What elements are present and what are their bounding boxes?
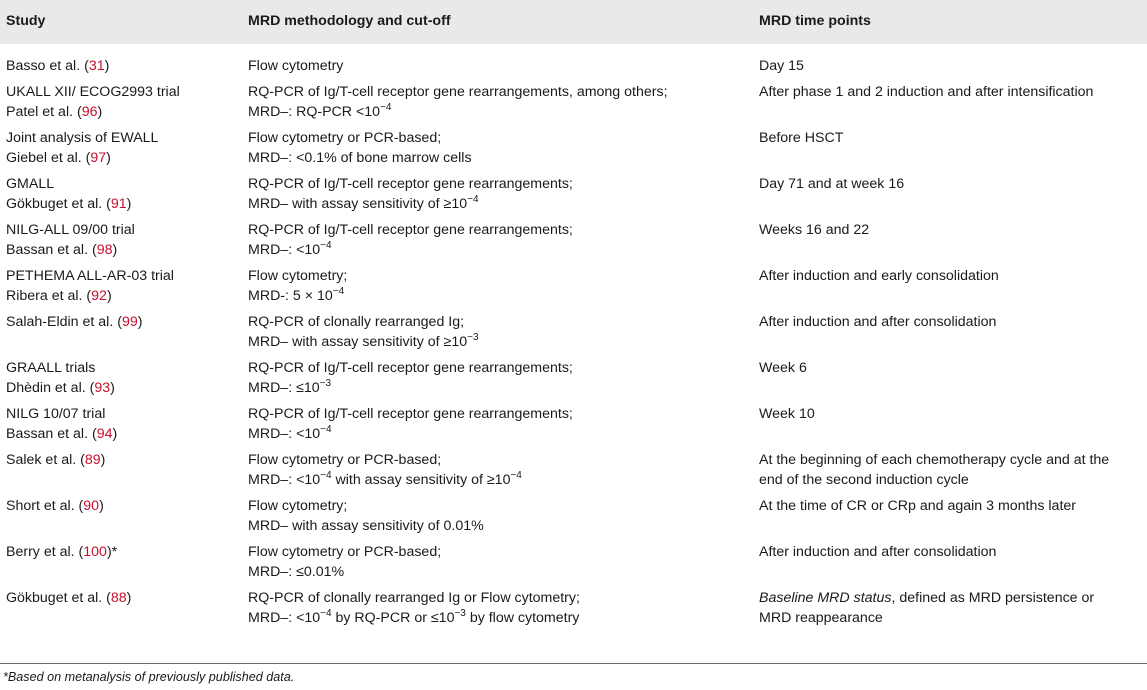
timepoint-cell: Weeks 16 and 22 [759, 222, 870, 238]
table-row [0, 450, 1147, 496]
table-row [0, 358, 1147, 404]
reference-link[interactable]: 93 [94, 380, 111, 396]
study-cell: PETHEMA ALL-AR-03 trial Ribera et al. (92) [6, 268, 174, 304]
method-cell: Flow cytometry or PCR-based; MRD–: ≤0.01% [248, 544, 442, 580]
timepoint-cell: After induction and early consolidation [759, 268, 999, 284]
study-cell: GRAALL trials Dhèdin et al. (93) [6, 360, 115, 396]
study-cell: Berry et al. (100)* [6, 544, 118, 560]
method-cell: RQ-PCR of Ig/T-cell receptor gene rearrangements; MRD– with assay sensitivity of $\ge 10^{-4}$ [248, 176, 573, 212]
method-cell: RQ-PCR of clonally rearranged Ig; MRD– with assay sensitivity of $\ge 10^{-3}$ [248, 314, 479, 350]
table-row [0, 82, 1147, 128]
table-row [0, 404, 1147, 450]
study-cell: Salek et al. (89) [6, 452, 106, 468]
study-cell: Salah-Eldin et al. (99) [6, 314, 143, 330]
study-cell: UKALL XII/ ECOG2993 trial Patel et al. (96) [6, 84, 180, 120]
timepoint-cell: Before HSCT [759, 130, 844, 146]
reference-link[interactable]: 94 [96, 426, 113, 442]
table-row [0, 128, 1147, 174]
table-footnote: *Based on metanalysis of previously published data. [3, 670, 295, 684]
table-row [0, 174, 1147, 220]
method-cell: RQ-PCR of Ig/T-cell receptor gene rearrangements; MRD–: $\le 10^{-3}$ [248, 360, 573, 396]
reference-link[interactable]: 91 [110, 196, 127, 212]
study-cell: NILG-ALL 09/00 trial Bassan et al. (98) [6, 222, 135, 258]
timepoint-cell: After phase 1 and 2 induction and after intensification [759, 84, 1094, 100]
timepoint-cell: Week 6 [759, 360, 807, 376]
method-cell: Flow cytometry or PCR-based; MRD–: $<10^{-4}$ with assay sensitivity of $\ge 10^{-4}$ [248, 452, 522, 488]
study-cell: NILG 10/07 trial Bassan et al. (94) [6, 406, 118, 442]
timepoint-cell: At the beginning of each chemotherapy cycle and at the end of the second induction cycle [759, 452, 1110, 488]
timepoint-cell: Day 71 and at week 16 [759, 176, 905, 192]
reference-link[interactable]: 89 [84, 452, 101, 468]
table-row [0, 266, 1147, 312]
study-cell: Basso et al. (31) [6, 58, 110, 74]
method-cell: Flow cytometry or PCR-based; MRD–: <0.1% of bone marrow cells [248, 130, 472, 166]
table-row [0, 496, 1147, 542]
reference-link[interactable]: 96 [81, 104, 98, 120]
table-row [0, 220, 1147, 266]
table-row [0, 44, 1147, 82]
reference-link[interactable]: 100 [83, 544, 107, 560]
bottom-rule [0, 663, 1147, 664]
study-cell: Joint analysis of EWALL Giebel et al. (97) [6, 130, 159, 166]
study-cell: Gökbuget et al. (88) [6, 590, 132, 606]
timepoint-cell: At the time of CR or CRp and again 3 months later [759, 498, 1077, 514]
reference-link[interactable]: 98 [96, 242, 113, 258]
table-row [0, 312, 1147, 358]
header-methodology: MRD methodology and cut-off [248, 0, 759, 44]
timepoint-cell: Week 10 [759, 406, 815, 422]
header-timepoints: MRD time points [759, 0, 1147, 44]
study-cell: GMALL Gökbuget et al. (91) [6, 176, 132, 212]
reference-link[interactable]: 88 [110, 590, 127, 606]
table-row [0, 542, 1147, 588]
method-cell: Flow cytometry [248, 58, 344, 74]
reference-link[interactable]: 99 [121, 314, 138, 330]
method-cell: RQ-PCR of clonally rearranged Ig or Flow cytometry; MRD–: $<10^{-4}$ by RQ-PCR or $\le 10^{-3}$ by flow cytometry [248, 590, 580, 626]
table-row [0, 588, 1147, 634]
header-study: Study [0, 0, 248, 44]
timepoint-cell: Day 15 [759, 58, 804, 74]
reference-link[interactable]: 97 [90, 150, 107, 166]
method-cell: Flow cytometry; MRD– with assay sensitivity of 0.01% [248, 498, 484, 534]
timepoint-cell: After induction and after consolidation [759, 314, 997, 330]
reference-link[interactable]: 31 [88, 58, 105, 74]
method-cell: Flow cytometry; MRD-: $5 \times 10^{-4}$ [248, 268, 348, 304]
method-cell: RQ-PCR of Ig/T-cell receptor gene rearrangements, among others; MRD–: $RQ-PCR <10^{-4}$ [248, 84, 668, 120]
timepoint-cell: Baseline MRD status, defined as MRD persistence or MRD reappearance [759, 590, 1095, 626]
reference-link[interactable]: 90 [83, 498, 100, 514]
method-cell: RQ-PCR of Ig/T-cell receptor gene rearrangements; MRD–: $<10^{-4}$ [248, 222, 573, 258]
reference-link[interactable]: 92 [91, 288, 107, 304]
timepoint-cell: After induction and after consolidation [759, 544, 997, 560]
study-cell: Short et al. (90) [6, 498, 104, 514]
method-cell: RQ-PCR of Ig/T-cell receptor gene rearrangements; MRD–: $<10^{-4}$ [248, 406, 573, 442]
header-row [0, 0, 1147, 44]
